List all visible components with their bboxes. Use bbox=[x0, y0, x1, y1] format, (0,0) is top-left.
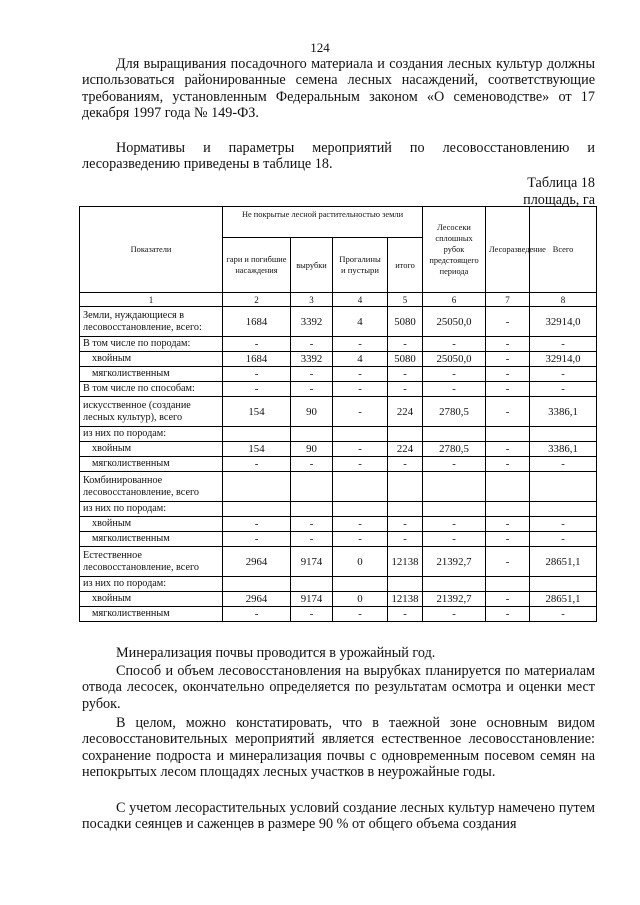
table-cell-c8: - bbox=[530, 337, 597, 352]
table-cell-c6 bbox=[423, 472, 486, 502]
table-cell-c5 bbox=[388, 577, 423, 592]
table-cell-c5 bbox=[388, 427, 423, 442]
column-index: 1 bbox=[80, 293, 223, 307]
table-cell-c6: - bbox=[423, 457, 486, 472]
page-number: 124 bbox=[310, 40, 330, 55]
table-cell-c8: - bbox=[530, 367, 597, 382]
table-cell-c5: 224 bbox=[388, 442, 423, 457]
table-caption-unit: площадь, га bbox=[523, 192, 595, 208]
header-total: Всего bbox=[530, 207, 597, 293]
table-row bbox=[80, 307, 597, 337]
table-cell-c3: 90 bbox=[291, 442, 333, 457]
row-label: Земли, нуждающиеся в лесовосстановление, всего: bbox=[80, 307, 223, 337]
table-cell-c7 bbox=[486, 577, 530, 592]
table-cell-c8: 28651,1 bbox=[530, 547, 597, 577]
table-cell-c4: 4 bbox=[333, 352, 388, 367]
table-cell-c5 bbox=[388, 502, 423, 517]
table-cell-c5: - bbox=[388, 607, 423, 622]
table-cell-c8: - bbox=[530, 607, 597, 622]
table-cell-c5 bbox=[388, 472, 423, 502]
header-glades: Прогалины и пустыри bbox=[333, 238, 388, 293]
table-cell-c3 bbox=[291, 577, 333, 592]
row-label: мягколиственным bbox=[80, 367, 223, 382]
row-label: хвойным bbox=[80, 592, 223, 607]
table-cell-c5: 5080 bbox=[388, 352, 423, 367]
column-index: 3 bbox=[291, 293, 333, 307]
table-cell-c5: 224 bbox=[388, 397, 423, 427]
table-row bbox=[80, 607, 597, 622]
table-cell-c8: - bbox=[530, 517, 597, 532]
row-label: из них по породам: bbox=[80, 577, 223, 592]
table-cell-c2: 2964 bbox=[223, 592, 291, 607]
table-cell-c3 bbox=[291, 427, 333, 442]
table-cell-c4: - bbox=[333, 442, 388, 457]
header-subtotal: итого bbox=[388, 238, 423, 293]
row-label: хвойным bbox=[80, 442, 223, 457]
table-cell-c4 bbox=[333, 427, 388, 442]
table-cell-c3: 9174 bbox=[291, 592, 333, 607]
table-cell-c6: 25050,0 bbox=[423, 352, 486, 367]
table-cell-c2: - bbox=[223, 517, 291, 532]
table-cell-c8: 3386,1 bbox=[530, 397, 597, 427]
table-cell-c2: - bbox=[223, 607, 291, 622]
table-cell-c6: - bbox=[423, 532, 486, 547]
table-cell-c6: 21392,7 bbox=[423, 592, 486, 607]
table-cell-c6: 21392,7 bbox=[423, 547, 486, 577]
table-cell-c6 bbox=[423, 427, 486, 442]
table-cell-c6: 2780,5 bbox=[423, 442, 486, 457]
table-cell-c2: - bbox=[223, 532, 291, 547]
table-cell-c2 bbox=[223, 472, 291, 502]
table-cell-c4: - bbox=[333, 517, 388, 532]
table-cell-c3: 9174 bbox=[291, 547, 333, 577]
header-not-covered: Не покрытые лесной растительностью земли bbox=[223, 207, 423, 238]
table-cell-c4 bbox=[333, 577, 388, 592]
table-cell-c7: - bbox=[486, 382, 530, 397]
table-cell-c2 bbox=[223, 427, 291, 442]
table-cell-c3: - bbox=[291, 457, 333, 472]
table-row bbox=[80, 457, 597, 472]
header-cuttings: вырубки bbox=[291, 238, 333, 293]
table-cell-c2: - bbox=[223, 337, 291, 352]
row-label: хвойным bbox=[80, 352, 223, 367]
header-indicators: Показатели bbox=[80, 207, 223, 293]
column-index: 6 bbox=[423, 293, 486, 307]
table-cell-c6 bbox=[423, 577, 486, 592]
table-cell-c8: 28651,1 bbox=[530, 592, 597, 607]
table-row bbox=[80, 427, 597, 442]
table-cell-c2 bbox=[223, 502, 291, 517]
table-cell-c7: - bbox=[486, 307, 530, 337]
table-cell-c3: - bbox=[291, 382, 333, 397]
table-cell-c3: 3392 bbox=[291, 352, 333, 367]
table-cell-c2: - bbox=[223, 457, 291, 472]
table-cell-c4: 0 bbox=[333, 592, 388, 607]
paragraph-seed-material: Для выращивания посадочного материала и создания лесных культур должны использоваться районированные семена лесных насаждений, соответствующие требованиям, установленным Федеральным законом «О семеноводстве» от 17 декабря 1997 года № 149-ФЗ. bbox=[82, 56, 595, 122]
column-index-row bbox=[80, 293, 597, 307]
table-row bbox=[80, 337, 597, 352]
paragraph-taiga-conclusion: В целом, можно констатировать, что в таежной зоне основным видом лесовосстановительных мероприятий является естественное лесовосстановление: сохранение подроста и минерализация почвы с одновременным посевом семян на непокрытых лесом площадях лесных участков в неурожайные годы. bbox=[82, 715, 595, 781]
table-cell-c8: 3386,1 bbox=[530, 442, 597, 457]
table-cell-c3: - bbox=[291, 337, 333, 352]
table-row bbox=[80, 397, 597, 427]
paragraph-soil-mineralization: Минерализация почвы проводится в урожайный год. bbox=[116, 645, 436, 661]
table-cell-c5: - bbox=[388, 367, 423, 382]
table-cell-c7: - bbox=[486, 607, 530, 622]
table-cell-c7: - bbox=[486, 517, 530, 532]
table-cell-c7: - bbox=[486, 352, 530, 367]
table-cell-c8: - bbox=[530, 382, 597, 397]
table-cell-c3: - bbox=[291, 607, 333, 622]
table-cell-c8: - bbox=[530, 457, 597, 472]
table-cell-c4: - bbox=[333, 397, 388, 427]
table-cell-c3: 90 bbox=[291, 397, 333, 427]
row-label: искусственное (создание лесных культур), всего bbox=[80, 397, 223, 427]
table-cell-c7 bbox=[486, 502, 530, 517]
row-label: В том числе по породам: bbox=[80, 337, 223, 352]
table-cell-c2: 154 bbox=[223, 397, 291, 427]
table-cell-c4: - bbox=[333, 457, 388, 472]
table-cell-c4 bbox=[333, 472, 388, 502]
row-label: Комбинированное лесовосстановление, всего bbox=[80, 472, 223, 502]
table-cell-c3 bbox=[291, 502, 333, 517]
table-cell-c6: - bbox=[423, 607, 486, 622]
row-label: из них по породам: bbox=[80, 427, 223, 442]
paragraph-norms-reference: Нормативы и параметры мероприятий по лесовосстановлению и лесоразведению приведены в таблице 18. bbox=[82, 140, 595, 173]
table-cell-c4 bbox=[333, 502, 388, 517]
table-cell-c3: 3392 bbox=[291, 307, 333, 337]
table-cell-c2: - bbox=[223, 382, 291, 397]
header-burned-areas: гари и погибшие насаждения bbox=[223, 238, 291, 293]
table-row bbox=[80, 532, 597, 547]
table-cell-c6: - bbox=[423, 382, 486, 397]
table-cell-c5: - bbox=[388, 532, 423, 547]
table-cell-c4: - bbox=[333, 367, 388, 382]
table-cell-c8: - bbox=[530, 532, 597, 547]
table-cell-c4: 4 bbox=[333, 307, 388, 337]
table-cell-c7: - bbox=[486, 457, 530, 472]
table-cell-c7 bbox=[486, 472, 530, 502]
table-cell-c3: - bbox=[291, 532, 333, 547]
row-label: мягколиственным bbox=[80, 607, 223, 622]
row-label: мягколиственным bbox=[80, 532, 223, 547]
table-row bbox=[80, 352, 597, 367]
table-cell-c5: - bbox=[388, 382, 423, 397]
table-cell-c8: 32914,0 bbox=[530, 307, 597, 337]
column-index: 4 bbox=[333, 293, 388, 307]
table-row bbox=[80, 472, 597, 502]
table-cell-c8: 32914,0 bbox=[530, 352, 597, 367]
table-cell-c7: - bbox=[486, 592, 530, 607]
table-cell-c8 bbox=[530, 427, 597, 442]
table-row bbox=[80, 547, 597, 577]
row-label: мягколиственным bbox=[80, 457, 223, 472]
table-cell-c2: 1684 bbox=[223, 352, 291, 367]
row-label: из них по породам: bbox=[80, 502, 223, 517]
table-cell-c7: - bbox=[486, 367, 530, 382]
table-cell-c2: 1684 bbox=[223, 307, 291, 337]
table-row bbox=[80, 517, 597, 532]
table-row bbox=[80, 367, 597, 382]
table-cell-c6: - bbox=[423, 337, 486, 352]
table-cell-c6: 2780,5 bbox=[423, 397, 486, 427]
table-cell-c3 bbox=[291, 472, 333, 502]
paragraph-forest-crops: С учетом лесорастительных условий создание лесных культур намечено путем посадки сеянцев и саженцев в размере 90 % от общего объема создания bbox=[82, 800, 595, 833]
row-label: хвойным bbox=[80, 517, 223, 532]
table-row bbox=[80, 442, 597, 457]
table-row bbox=[80, 577, 597, 592]
row-label: Естественное лесовосстановление, всего bbox=[80, 547, 223, 577]
table-cell-c4: - bbox=[333, 607, 388, 622]
table-cell-c5: 12138 bbox=[388, 547, 423, 577]
table-cell-c5: - bbox=[388, 517, 423, 532]
table-cell-c6: 25050,0 bbox=[423, 307, 486, 337]
table-cell-c2: 2964 bbox=[223, 547, 291, 577]
table-row bbox=[80, 382, 597, 397]
table-cell-c5: 12138 bbox=[388, 592, 423, 607]
column-index: 5 bbox=[388, 293, 423, 307]
table-cell-c8 bbox=[530, 472, 597, 502]
table-cell-c2: - bbox=[223, 367, 291, 382]
table-cell-c5: - bbox=[388, 457, 423, 472]
paragraph-reforestation-method: Способ и объем лесовосстановления на вырубках планируется по материалам отвода лесосек, окончательно определяется по результатам осмотра и оценки мест рубок. bbox=[82, 663, 595, 712]
table-cell-c7: - bbox=[486, 532, 530, 547]
table-cell-c4: - bbox=[333, 337, 388, 352]
table-row bbox=[80, 502, 597, 517]
column-index: 2 bbox=[223, 293, 291, 307]
table-cell-c6: - bbox=[423, 517, 486, 532]
table-cell-c5: - bbox=[388, 337, 423, 352]
table-cell-c6: - bbox=[423, 367, 486, 382]
table-cell-c8 bbox=[530, 577, 597, 592]
table-cell-c2 bbox=[223, 577, 291, 592]
table-cell-c4: - bbox=[333, 382, 388, 397]
column-index: 8 bbox=[530, 293, 597, 307]
column-index: 7 bbox=[486, 293, 530, 307]
table-cell-c7: - bbox=[486, 547, 530, 577]
table-cell-c8 bbox=[530, 502, 597, 517]
table-cell-c5: 5080 bbox=[388, 307, 423, 337]
table-row bbox=[80, 592, 597, 607]
table-cell-c4: 0 bbox=[333, 547, 388, 577]
table-cell-c4: - bbox=[333, 532, 388, 547]
table-cell-c3: - bbox=[291, 367, 333, 382]
table-cell-c7: - bbox=[486, 442, 530, 457]
table-cell-c7: - bbox=[486, 337, 530, 352]
row-label: В том числе по способам: bbox=[80, 382, 223, 397]
table-cell-c2: 154 bbox=[223, 442, 291, 457]
header-clearcut-areas: Лесосеки сплошных рубок предстоящего периода bbox=[423, 207, 486, 293]
table-caption-title: Таблица 18 bbox=[527, 175, 595, 191]
table-cell-c7: - bbox=[486, 397, 530, 427]
table-cell-c3: - bbox=[291, 517, 333, 532]
table-cell-c7 bbox=[486, 427, 530, 442]
header-afforestation: Лесоразведение bbox=[486, 207, 530, 293]
table-cell-c6 bbox=[423, 502, 486, 517]
reforestation-table bbox=[79, 206, 597, 622]
